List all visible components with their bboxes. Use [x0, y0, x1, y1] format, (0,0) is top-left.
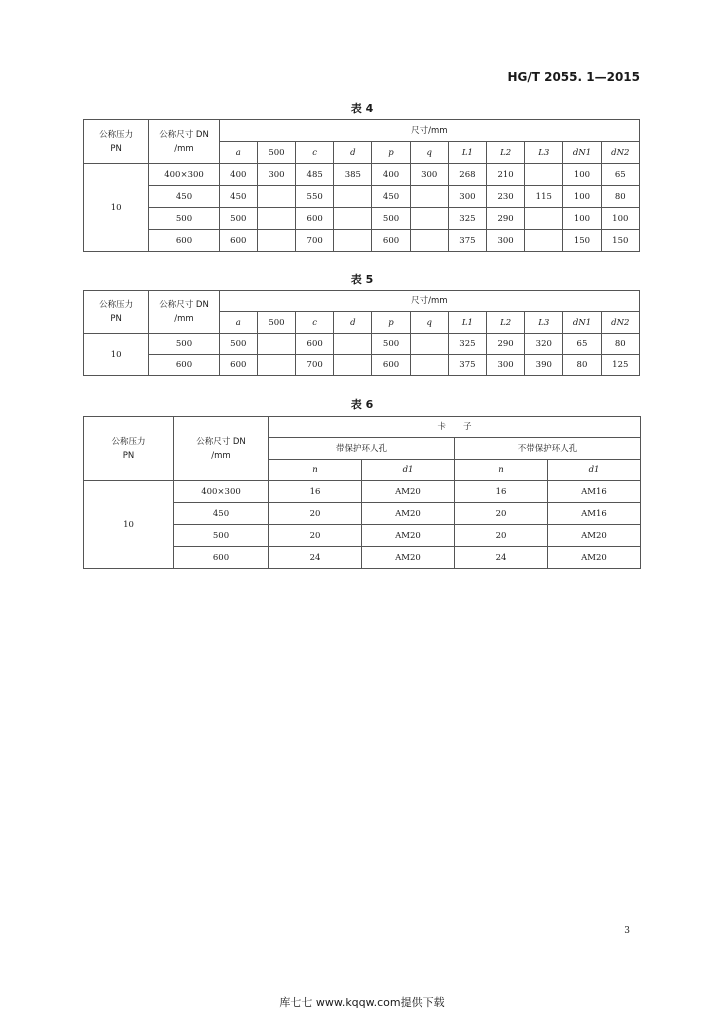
value-cell: 268	[448, 164, 486, 186]
value-cell: 700	[296, 230, 334, 252]
column-symbol: L2	[487, 142, 525, 164]
value-cell: 600	[372, 230, 410, 252]
column-symbol: dN2	[601, 142, 639, 164]
value-cell: 550	[296, 186, 334, 208]
value-cell: 700	[296, 355, 334, 376]
pn-header: 公称压力 PN	[84, 291, 149, 334]
dn-cell: 500	[149, 334, 219, 355]
value-cell	[334, 334, 372, 355]
without-guard-ring-header: 不带保护环人孔	[455, 438, 641, 460]
value-cell: 325	[448, 208, 486, 230]
value-cell: AM20	[548, 525, 641, 547]
column-symbol: 500	[257, 312, 295, 334]
value-cell: 400	[219, 164, 257, 186]
value-cell: 100	[563, 186, 601, 208]
dn-header: 公称尺寸 DN /mm	[174, 417, 269, 481]
column-symbol: p	[372, 312, 410, 334]
dn-cell: 400×300	[149, 164, 219, 186]
value-cell: 20	[455, 503, 548, 525]
dn-cell: 600	[174, 547, 269, 569]
value-cell	[410, 334, 448, 355]
pressure-cell: 10	[84, 164, 149, 252]
value-cell: 20	[269, 503, 362, 525]
dn-cell: 600	[149, 355, 219, 376]
value-cell: 290	[487, 208, 525, 230]
dn-header: 公称尺寸 DN /mm	[149, 291, 219, 334]
value-cell: 20	[455, 525, 548, 547]
value-cell: 80	[601, 334, 639, 355]
value-cell	[410, 208, 448, 230]
value-cell	[334, 208, 372, 230]
value-cell: 390	[525, 355, 563, 376]
value-cell: 600	[219, 355, 257, 376]
value-cell: 300	[257, 164, 295, 186]
pn-header: 公称压力 PN	[84, 417, 174, 481]
value-cell	[257, 208, 295, 230]
table-row	[84, 186, 640, 208]
value-cell	[334, 230, 372, 252]
value-cell: 300	[487, 355, 525, 376]
column-symbol: L1	[448, 312, 486, 334]
value-cell: 600	[296, 208, 334, 230]
table-row	[84, 208, 640, 230]
value-cell: 325	[448, 334, 486, 355]
column-symbol: 500	[257, 142, 295, 164]
value-cell	[410, 355, 448, 376]
pn-header: 公称压力 PN	[84, 120, 149, 164]
dn-cell: 450	[149, 186, 219, 208]
column-symbol: a	[219, 312, 257, 334]
table-row	[84, 334, 640, 355]
value-cell	[257, 186, 295, 208]
column-symbol: q	[410, 142, 448, 164]
table-row	[84, 164, 640, 186]
dimensions-header: 尺寸/mm	[219, 291, 639, 312]
clamp-header: 卡 子	[269, 417, 641, 438]
value-cell: 485	[296, 164, 334, 186]
value-cell: 24	[455, 547, 548, 569]
value-cell: 375	[448, 355, 486, 376]
value-cell	[257, 230, 295, 252]
value-cell: AM20	[362, 525, 455, 547]
value-cell: 600	[296, 334, 334, 355]
footer-download-note: 库七七 www.kqqw.com提供下载	[279, 996, 445, 1009]
column-symbol: q	[410, 312, 448, 334]
pressure-cell: 10	[84, 334, 149, 376]
value-cell: 500	[219, 334, 257, 355]
value-cell: 600	[372, 355, 410, 376]
column-symbol: dN2	[601, 312, 639, 334]
value-cell: 65	[601, 164, 639, 186]
page-number: 3	[624, 926, 630, 936]
table6	[83, 416, 641, 569]
value-cell: 115	[525, 186, 563, 208]
with-guard-ring-header: 带保护环人孔	[269, 438, 455, 460]
dimensions-header: 尺寸/mm	[219, 120, 639, 142]
value-cell: AM20	[362, 547, 455, 569]
column-symbol: d1	[362, 460, 455, 481]
value-cell: 600	[219, 230, 257, 252]
column-symbol: L3	[525, 312, 563, 334]
dn-header: 公称尺寸 DN /mm	[149, 120, 219, 164]
value-cell: 385	[334, 164, 372, 186]
value-cell: 300	[448, 186, 486, 208]
value-cell: 65	[563, 334, 601, 355]
table6-caption: 表 6	[350, 398, 374, 411]
value-cell: 500	[372, 334, 410, 355]
value-cell: AM20	[362, 481, 455, 503]
value-cell	[525, 164, 563, 186]
value-cell: 24	[269, 547, 362, 569]
column-symbol: n	[269, 460, 362, 481]
value-cell: 300	[410, 164, 448, 186]
column-symbol: L2	[487, 312, 525, 334]
value-cell: 100	[563, 164, 601, 186]
dn-cell: 500	[149, 208, 219, 230]
table5	[83, 290, 640, 376]
column-symbol: a	[219, 142, 257, 164]
value-cell: 20	[269, 525, 362, 547]
table5-caption: 表 5	[350, 273, 374, 286]
dn-cell: 450	[174, 503, 269, 525]
column-symbol: c	[296, 312, 334, 334]
value-cell: 210	[487, 164, 525, 186]
pressure-cell: 10	[84, 481, 174, 569]
value-cell: 16	[269, 481, 362, 503]
value-cell: 80	[563, 355, 601, 376]
standard-code: HG/T 2055. 1—2015	[507, 70, 640, 84]
value-cell	[334, 186, 372, 208]
value-cell: 500	[372, 208, 410, 230]
column-symbol: c	[296, 142, 334, 164]
value-cell	[257, 334, 295, 355]
value-cell: 100	[601, 208, 639, 230]
value-cell: 150	[563, 230, 601, 252]
value-cell: 100	[563, 208, 601, 230]
column-symbol: n	[455, 460, 548, 481]
value-cell	[257, 355, 295, 376]
value-cell: 80	[601, 186, 639, 208]
dn-cell: 600	[149, 230, 219, 252]
value-cell: AM16	[548, 503, 641, 525]
table-row	[84, 355, 640, 376]
value-cell: 230	[487, 186, 525, 208]
column-symbol: d1	[548, 460, 641, 481]
column-symbol: dN1	[563, 142, 601, 164]
value-cell: AM20	[362, 503, 455, 525]
table-row	[84, 230, 640, 252]
table-row	[84, 481, 641, 503]
value-cell	[410, 186, 448, 208]
column-symbol: d	[334, 312, 372, 334]
value-cell: 16	[455, 481, 548, 503]
value-cell: 290	[487, 334, 525, 355]
value-cell: 320	[525, 334, 563, 355]
value-cell: 400	[372, 164, 410, 186]
table4	[83, 119, 640, 252]
column-symbol: dN1	[563, 312, 601, 334]
column-symbol: p	[372, 142, 410, 164]
value-cell: 150	[601, 230, 639, 252]
value-cell: 450	[372, 186, 410, 208]
dn-cell: 400×300	[174, 481, 269, 503]
value-cell: 125	[601, 355, 639, 376]
value-cell	[334, 355, 372, 376]
value-cell	[525, 230, 563, 252]
value-cell: 450	[219, 186, 257, 208]
column-symbol: d	[334, 142, 372, 164]
value-cell: 375	[448, 230, 486, 252]
value-cell: 300	[487, 230, 525, 252]
value-cell: AM16	[548, 481, 641, 503]
table4-caption: 表 4	[350, 102, 374, 115]
value-cell	[525, 208, 563, 230]
value-cell: 500	[219, 208, 257, 230]
dn-cell: 500	[174, 525, 269, 547]
column-symbol: L3	[525, 142, 563, 164]
column-symbol: L1	[448, 142, 486, 164]
value-cell: AM20	[548, 547, 641, 569]
value-cell	[410, 230, 448, 252]
